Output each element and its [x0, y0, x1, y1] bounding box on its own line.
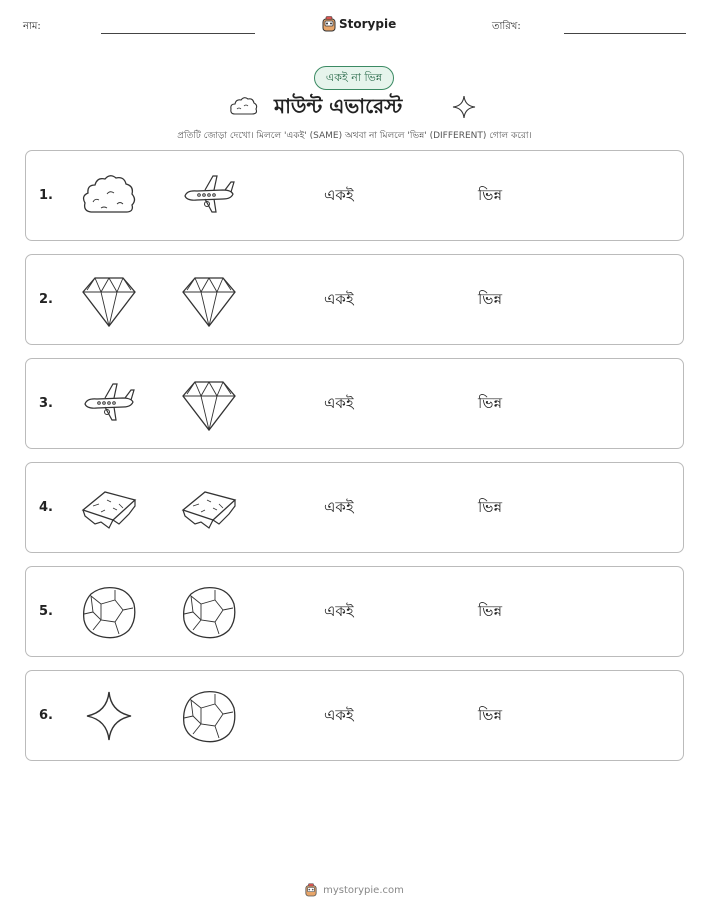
cloud-icon	[229, 96, 259, 118]
different-option[interactable]: ভিন্ন	[478, 186, 503, 204]
sparkle-icon	[452, 95, 476, 119]
row-number: 3.	[39, 396, 53, 411]
page-footer	[0, 880, 709, 900]
different-option[interactable]: ভিন্ন	[478, 394, 503, 412]
rock-icon	[79, 582, 139, 642]
cloud-icon	[79, 166, 139, 226]
storypie-mascot-icon	[305, 883, 317, 897]
footer-url[interactable]: mystorypie.com	[323, 884, 404, 896]
diamond-icon	[79, 270, 139, 330]
airplane-icon	[79, 374, 139, 434]
same-option[interactable]: একই	[324, 290, 354, 308]
row-number: 6.	[39, 708, 53, 723]
instructions: প্রতিটি জোড়া দেখো। মিললে 'একই' (SAME) অথবা না মিললে 'ভিন্ন' (DIFFERENT) গোল করো।	[177, 131, 532, 141]
same-option[interactable]: একই	[324, 498, 354, 516]
rock-slab-icon	[179, 478, 239, 538]
question-row-1	[25, 150, 684, 241]
same-option[interactable]: একই	[324, 186, 354, 204]
row-number: 5.	[39, 604, 53, 619]
rock-icon	[179, 582, 239, 642]
row-number: 2.	[39, 292, 53, 307]
diamond-icon	[179, 374, 239, 434]
same-option[interactable]: একই	[324, 602, 354, 620]
activity-badge: একই না ভিন্ন	[314, 66, 394, 90]
date-label: তারিখ:	[492, 21, 521, 32]
question-row-2	[25, 254, 684, 345]
different-option[interactable]: ভিন্ন	[478, 290, 503, 308]
row-number: 1.	[39, 188, 53, 203]
page-title: মাউন্ট এভারেস্ট	[274, 94, 403, 118]
question-row-3	[25, 358, 684, 449]
different-option[interactable]: ভিন্ন	[478, 602, 503, 620]
question-row-5	[25, 566, 684, 657]
question-row-4	[25, 462, 684, 553]
rock-icon	[179, 686, 239, 746]
different-option[interactable]: ভিন্ন	[478, 706, 503, 724]
name-label: নাম:	[23, 21, 41, 32]
title-row	[0, 90, 709, 124]
airplane-icon	[179, 166, 239, 226]
different-option[interactable]: ভিন্ন	[478, 498, 503, 516]
name-line	[101, 33, 255, 34]
rock-slab-icon	[79, 478, 139, 538]
storypie-mascot-icon	[322, 16, 336, 32]
same-option[interactable]: একই	[324, 394, 354, 412]
sparkle-icon	[79, 686, 139, 746]
row-number: 4.	[39, 500, 53, 515]
diamond-icon	[179, 270, 239, 330]
brand-name: Storypie	[339, 17, 397, 31]
question-row-6	[25, 670, 684, 761]
page-header	[0, 14, 709, 40]
same-option[interactable]: একই	[324, 706, 354, 724]
date-line	[564, 33, 686, 34]
brand-logo	[322, 14, 396, 34]
